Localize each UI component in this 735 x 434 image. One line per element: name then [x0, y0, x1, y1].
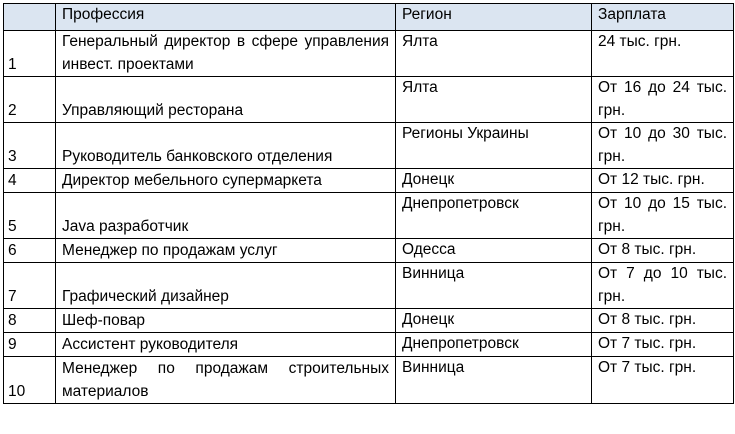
- row-number: 9: [4, 333, 56, 357]
- row-profession: Директор мебельного супермаркета: [56, 169, 396, 193]
- row-salary: От 7 тыс. грн.: [592, 357, 734, 404]
- table-row: [4, 193, 734, 239]
- row-number: 3: [4, 123, 56, 169]
- table-row: [4, 77, 734, 123]
- row-region: Днепропетровск: [396, 333, 592, 357]
- row-number: 2: [4, 77, 56, 123]
- header-number: [4, 4, 56, 31]
- row-region: Винница: [396, 357, 592, 404]
- row-region: Ялта: [396, 31, 592, 77]
- table-header: [4, 4, 734, 31]
- table-row: [4, 31, 734, 77]
- row-salary: От 8 тыс. грн.: [592, 309, 734, 333]
- row-profession: Генеральный директор в сфере управления инвест. проектами: [56, 31, 396, 77]
- row-profession: Графический дизайнер: [56, 263, 396, 309]
- row-profession: Руководитель банковского отделения: [56, 123, 396, 169]
- table-body: [4, 31, 734, 404]
- row-number: 10: [4, 357, 56, 404]
- row-number: 8: [4, 309, 56, 333]
- table-row: [4, 239, 734, 263]
- table-row: [4, 263, 734, 309]
- header-region: Регион: [396, 4, 592, 31]
- row-region: Донецк: [396, 169, 592, 193]
- row-profession: Управляющий ресторана: [56, 77, 396, 123]
- table-row: [4, 357, 734, 404]
- row-salary: От 12 тыс. грн.: [592, 169, 734, 193]
- row-region: Винница: [396, 263, 592, 309]
- header-salary: Зарплата: [592, 4, 734, 31]
- row-profession: Менеджер по продажам строительных материалов: [56, 357, 396, 404]
- row-number: 7: [4, 263, 56, 309]
- row-salary: От 8 тыс. грн.: [592, 239, 734, 263]
- table-row: [4, 123, 734, 169]
- row-number: 5: [4, 193, 56, 239]
- header-row: [4, 4, 734, 31]
- row-salary: От 10 до 15 тыс. грн.: [592, 193, 734, 239]
- row-region: Днепропетровск: [396, 193, 592, 239]
- table-row: [4, 169, 734, 193]
- table-row: [4, 309, 734, 333]
- row-salary: 24 тыс. грн.: [592, 31, 734, 77]
- header-profession: Профессия: [56, 4, 396, 31]
- row-region: Ялта: [396, 77, 592, 123]
- salary-table: [3, 3, 734, 404]
- row-salary: От 16 до 24 тыс. грн.: [592, 77, 734, 123]
- row-profession: Java разработчик: [56, 193, 396, 239]
- row-profession: Менеджер по продажам услуг: [56, 239, 396, 263]
- row-number: 4: [4, 169, 56, 193]
- row-profession: Шеф-повар: [56, 309, 396, 333]
- row-region: Одесса: [396, 239, 592, 263]
- row-salary: От 7 до 10 тыс. грн.: [592, 263, 734, 309]
- row-region: Донецк: [396, 309, 592, 333]
- row-profession: Ассистент руководителя: [56, 333, 396, 357]
- table-row: [4, 333, 734, 357]
- row-number: 6: [4, 239, 56, 263]
- row-salary: От 7 тыс. грн.: [592, 333, 734, 357]
- row-number: 1: [4, 31, 56, 77]
- row-salary: От 10 до 30 тыс. грн.: [592, 123, 734, 169]
- row-region: Регионы Украины: [396, 123, 592, 169]
- salary-table-container: [3, 3, 734, 404]
